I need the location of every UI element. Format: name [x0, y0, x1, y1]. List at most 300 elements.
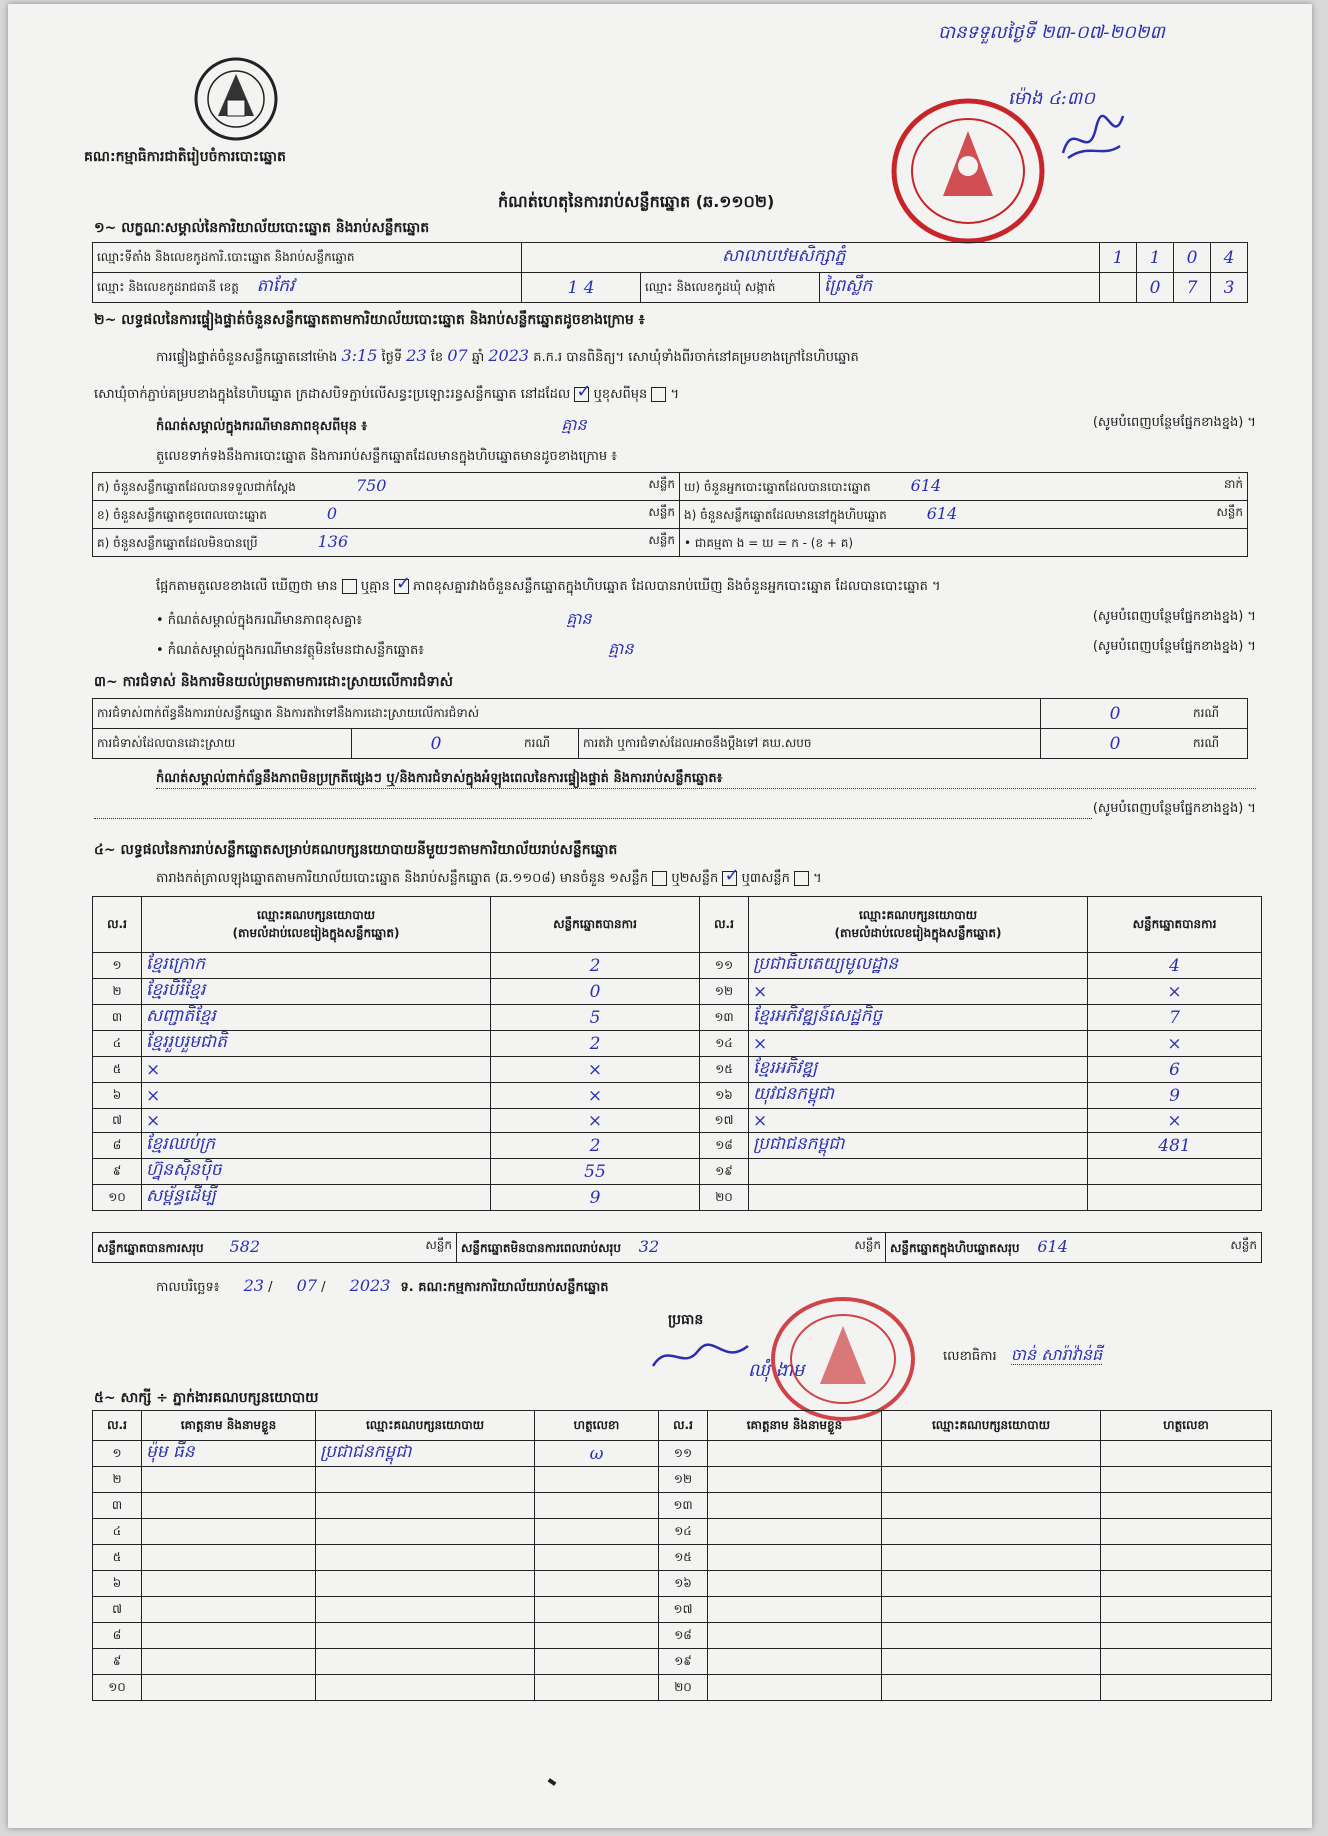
figure-left-unit: សន្លឹក: [648, 533, 675, 547]
party-votes: 2: [491, 1031, 700, 1057]
party-name: សញ្ជាតិខ្មែរ: [142, 1005, 491, 1031]
witness-name: [708, 1623, 882, 1649]
red-official-stamp: [888, 96, 1048, 246]
witness-name: [142, 1675, 316, 1701]
committee-title: ទ. គណ:កម្មការការិយាល័យរាប់សន្លឹកឆ្នោត: [400, 1280, 609, 1295]
witness-number: ១០: [93, 1675, 142, 1701]
chair-signature: [648, 1336, 758, 1376]
foreign-object-bullet: [156, 638, 1256, 662]
witness-party: [882, 1597, 1101, 1623]
party-number: ១៨: [700, 1133, 749, 1159]
witness-signature: [1101, 1493, 1272, 1519]
invalid-total-cell: [457, 1233, 886, 1263]
witness-row: [93, 1623, 1272, 1649]
witness-signature: [1101, 1649, 1272, 1675]
witness-number: ១៧: [659, 1597, 708, 1623]
resolved-label: ការជំទាស់ដែលបានដោះស្រាយ: [93, 729, 352, 759]
figure-left-label: ក) ចំនួនសន្លឹកឆ្នោតដែលបានទទួលជាក់ស្តែង: [97, 480, 296, 494]
witness-number: ១៨: [659, 1623, 708, 1649]
figure-right-label: • ជាគម្មតា ង = ឃ = ក - (ខ + គ): [684, 536, 854, 550]
witness-number: ១៩: [659, 1649, 708, 1675]
objections-table: [92, 698, 1248, 759]
figure-left-cell: [93, 473, 680, 501]
party-votes: 9: [491, 1185, 700, 1211]
two-sheet-checkbox[interactable]: ✓: [724, 865, 740, 886]
difference-bullet-label: • កំណត់សម្គាល់ក្នុងករណីមានភាពខុសគ្នា៖: [156, 613, 363, 628]
party-vote-row: [93, 1083, 1262, 1109]
resolved-value: 0: [352, 729, 521, 759]
witness-name: ម៉ុម ធីន: [142, 1441, 316, 1467]
party-votes: ×: [1088, 1031, 1262, 1057]
irregularity-note-line2: [94, 800, 1256, 819]
witness-signature: [1101, 1675, 1272, 1701]
party-number: ៩: [93, 1159, 142, 1185]
party-name: យុវជនកម្ពុជា: [749, 1083, 1088, 1109]
witness-signature: [1101, 1545, 1272, 1571]
witness-row: [93, 1649, 1272, 1675]
witness-number: ១៣: [659, 1493, 708, 1519]
witness-number: ៩: [93, 1649, 142, 1675]
appeal-value: 0: [1041, 729, 1190, 759]
one-sheet-checkbox[interactable]: [652, 871, 667, 886]
figure-left-value: 750: [355, 476, 387, 495]
witness-table: [92, 1410, 1272, 1701]
witness-party: [882, 1675, 1101, 1701]
witness-signature: [1101, 1597, 1272, 1623]
witness-number: ១: [93, 1441, 142, 1467]
party-number: ២០: [700, 1185, 749, 1211]
party-votes: 5: [491, 1005, 700, 1031]
irregularity-note-line: [156, 770, 1256, 789]
commune-code-digit: 7: [1174, 273, 1211, 303]
figure-left-cell: [93, 529, 680, 557]
figures-row: [93, 501, 1248, 529]
figure-left-value: 136: [317, 532, 349, 551]
verification-month: 07: [447, 346, 468, 365]
party-name: ខ្មែរឈប់ក្រ: [142, 1133, 491, 1159]
figure-right-cell: [680, 529, 1248, 557]
valid-total-unit: សន្លឹក: [425, 1238, 452, 1252]
figure-right-value: 614: [926, 504, 958, 523]
figure-right-label: ង) ចំនួនសន្លឹកឆ្នោតដែលមាននៅក្នុងហិបឆ្នោត: [684, 508, 887, 522]
polling-station-name: សាលាបឋមសិក្សាភ្នំ: [522, 243, 1100, 273]
party-number: ៧: [93, 1109, 142, 1133]
witness-signature: [1101, 1623, 1272, 1649]
party-votes: ×: [491, 1109, 700, 1133]
party-name: ×: [142, 1083, 491, 1109]
witness-signature: ω: [535, 1441, 659, 1467]
party-name: ខ្មែរបិរំខ្មែរ: [142, 979, 491, 1005]
section5-heading: ៥~ សាក្សី ÷ ភ្នាក់ងារគណបក្សនយោបាយ: [94, 1390, 319, 1406]
party-number: ១៥: [700, 1057, 749, 1083]
seal-status-line: សោឃុំចាក់ភ្ជាប់គម្របខាងក្នុងនៃហិបឆ្នោត ក្រដាសបិទភ្ជាប់លើសន្ធះប្រឡោះរន្ធសន្លឹកឆ្នោត នៅដដែល ✓ ឬខុសពីមុន ។: [94, 381, 680, 402]
date-month: 07: [296, 1276, 317, 1295]
figure-right-label: ឃ) ចំនួនអ្នកបោះឆ្នោតដែលបានបោះឆ្នោត: [684, 480, 871, 494]
witness-party: [316, 1649, 535, 1675]
section2-heading: ២~ លទ្ធផលនៃការផ្ទៀងផ្ទាត់ចំនួនសន្លឹកឆ្នោតតាមការិយាល័យបោះឆ្នោត និងរាប់សន្លឹកឆ្នោតដូចខាងក្រោម ៖: [94, 312, 645, 328]
polling-station-label: ឈ្មោះទីតាំង និងលេខកូដការិ.បោះឆ្នោត និងរាប់សន្លឹកឆ្នោត: [93, 243, 522, 273]
appeal-unit: ករណី: [1189, 729, 1248, 759]
date-year: 2023: [349, 1276, 391, 1295]
province-label: ឈ្មោះ និងលេខកូដរាជធានី ខេត្ត: [97, 280, 239, 294]
party-vote-row: [93, 1031, 1262, 1057]
party-number: ១១: [700, 953, 749, 979]
secretary-name: ចាន់ សារ៉ាវ៉ាន់ធី: [1010, 1345, 1103, 1364]
verification-year: 2023: [488, 346, 530, 365]
party-votes: 7: [1088, 1005, 1262, 1031]
difference-note-value: គ្មាន: [561, 415, 587, 434]
witness-name: [708, 1493, 882, 1519]
verification-time: 3:15: [341, 346, 378, 365]
witness-name: [708, 1545, 882, 1571]
party-number: ៥: [93, 1057, 142, 1083]
witness-number: ៣: [93, 1493, 142, 1519]
col-party-left-sub: (តាមលំដាប់លេខរៀងក្នុងសន្លឹកឆ្នោត): [232, 925, 400, 940]
witness-party: [316, 1493, 535, 1519]
party-votes: ×: [1088, 1109, 1262, 1133]
verification-text-e: គ.ក.រ បានពិនិត្យ។ សោឃុំទាំងពីរចាក់នៅគម្របខាងក្រៅនៃហិបឆ្នោត: [533, 350, 859, 365]
date-label: កាលបរិច្ឆេទ៖: [156, 1280, 220, 1295]
figure-right-cell: [680, 501, 1248, 529]
party-number: ១៦: [700, 1083, 749, 1109]
has-difference-checkbox[interactable]: [342, 579, 357, 594]
witness-signature: [535, 1597, 659, 1623]
witness-row: [93, 1597, 1272, 1623]
party-name: ×: [142, 1109, 491, 1133]
party-votes: ×: [491, 1083, 700, 1109]
resolved-unit: ករណី: [520, 729, 579, 759]
witness-party: [882, 1467, 1101, 1493]
party-name: ប្រជាធិបតេយ្យមូលដ្ឋាន: [749, 953, 1088, 979]
witness-name: [142, 1467, 316, 1493]
org-name: គណ:កម្មាធិការជាតិរៀបចំការបោះឆ្នោត: [84, 149, 286, 165]
foreign-object-label: • កំណត់សម្គាល់ក្នុងករណីមានវត្ថុមិនមែនជាសន្លឹកឆ្នោត៖: [156, 643, 424, 658]
date-day: 23: [243, 1276, 264, 1295]
station-code-digit: 0: [1174, 243, 1211, 273]
party-vote-row: [93, 1185, 1262, 1211]
tally-sheet-intro: តារាងកត់ត្រាលឡុងឆ្នោតតាមការិយាល័យបោះឆ្នោត និងរាប់សន្លឹកឆ្នោត (ឆ.១១០៨) មានចំនួន ១សន្លឹក: [156, 871, 649, 886]
figure-right-value: 614: [910, 476, 942, 495]
date-line: កាលបរិច្ឆេទ៖ 23 / 07 / 2023 ទ. គណ:កម្មការការិយាល័យរាប់សន្លឹកឆ្នោត: [156, 1276, 609, 1295]
witness-signature: [1101, 1571, 1272, 1597]
party-number: ៨: [93, 1133, 142, 1159]
witness-name: [708, 1649, 882, 1675]
witness-party: [882, 1545, 1101, 1571]
witness-party: [316, 1623, 535, 1649]
witness-name: [142, 1649, 316, 1675]
party-name: ×: [749, 979, 1088, 1005]
witness-signature: [1101, 1519, 1272, 1545]
commune-code-digit: 3: [1211, 273, 1248, 303]
witness-name: [142, 1519, 316, 1545]
witness-number: ៨: [93, 1623, 142, 1649]
party-name: ហ្វ៊ុនស៊ិនប៉ិច: [142, 1159, 491, 1185]
verification-line: [156, 346, 1256, 368]
figure-left-cell: [93, 501, 680, 529]
valid-total-cell: [93, 1233, 457, 1263]
objection-total-value: 0: [1041, 699, 1190, 729]
party-votes: 2: [491, 953, 700, 979]
witness-number: ៤: [93, 1519, 142, 1545]
party-number: ១: [93, 953, 142, 979]
ballot-figures-table: [92, 472, 1248, 557]
witness-col-sign-left: ហត្ថលេខា: [535, 1411, 659, 1441]
witness-name: [142, 1571, 316, 1597]
party-vote-row: [93, 979, 1262, 1005]
comparison-text-b: ឬគ្មាន: [360, 579, 390, 594]
witness-name: [708, 1675, 882, 1701]
witness-row: [93, 1493, 1272, 1519]
station-code-digit: 4: [1211, 243, 1248, 273]
totals-row: [92, 1232, 1262, 1263]
received-date-note: បានទទួលថ្ងៃទី ២៣-០៧-២០២៣: [938, 22, 1165, 43]
witness-number: ៦: [93, 1571, 142, 1597]
received-time-note: ម៉ោង ៤:៣០: [1008, 88, 1095, 109]
witness-row: [93, 1519, 1272, 1545]
witness-signature: [535, 1519, 659, 1545]
party-votes: [1088, 1159, 1262, 1185]
witness-party: [882, 1571, 1101, 1597]
party-number: ៣: [93, 1005, 142, 1031]
changed-label: ឬខុសពីមុន: [593, 387, 648, 402]
party-vote-row: [93, 1109, 1262, 1133]
party-votes: 4: [1088, 953, 1262, 979]
witness-signature: [1101, 1441, 1272, 1467]
section3-heading: ៣~ ការជំទាស់ និងការមិនយល់ព្រមតាមការដោះស្រាយលើការជំទាស់: [94, 674, 453, 690]
witness-signature: [535, 1545, 659, 1571]
figure-right-unit: នាក់: [1223, 477, 1243, 491]
col-party-right: [749, 897, 1088, 953]
witness-col-party-right: ឈ្មោះគណបក្សនយោបាយ: [882, 1411, 1101, 1441]
party-number: ១៣: [700, 1005, 749, 1031]
province-label-cell: [93, 273, 522, 303]
figure-right-unit: សន្លឹក: [1216, 505, 1243, 519]
verification-text-b: ថ្ងៃទី: [381, 350, 403, 365]
station-code-digit: 1: [1100, 243, 1137, 273]
col-party-right-sub: (តាមលំដាប់លេខរៀងក្នុងសន្លឹកឆ្នោត): [834, 925, 1002, 940]
unchanged-checkbox[interactable]: ✓: [576, 381, 592, 402]
witness-col-sign-right: ហត្ថលេខា: [1101, 1411, 1272, 1441]
witness-col-name-left: គោត្តនាម និងនាមខ្លួន: [142, 1411, 316, 1441]
party-votes: 55: [491, 1159, 700, 1185]
party-votes: ×: [1088, 979, 1262, 1005]
witness-number: ២: [93, 1467, 142, 1493]
party-number: ៦: [93, 1083, 142, 1109]
col-party-right-title: ឈ្មោះគណបក្សនយោបាយ: [858, 907, 978, 922]
figures-intro: តួលេខទាក់ទងនឹងការបោះឆ្នោត និងការរាប់សន្លឹកឆ្នោតដែលមានក្នុងហិបឆ្នោតមានដូចខាងក្រោម ៖: [156, 449, 617, 464]
witness-party: [316, 1519, 535, 1545]
secretary-line: [943, 1344, 1102, 1368]
box-total-value: 614: [1037, 1237, 1068, 1256]
party-name: ×: [142, 1057, 491, 1083]
witness-signature: [535, 1649, 659, 1675]
comparison-line: [156, 573, 941, 597]
commune-label: ឈ្មោះ និងលេខកូដឃុំ សង្កាត់: [641, 273, 820, 303]
difference-bullet: [156, 608, 1256, 632]
witness-party: [316, 1571, 535, 1597]
party-name: ×: [749, 1031, 1088, 1057]
figure-left-unit: សន្លឹក: [648, 477, 675, 491]
witness-number: ៥: [93, 1545, 142, 1571]
invalid-total-unit: សន្លឹក: [854, 1238, 881, 1252]
province-name: តាកែវ: [256, 276, 295, 296]
party-votes: 6: [1088, 1057, 1262, 1083]
witness-signature: [535, 1623, 659, 1649]
figure-left-label: ខ) ចំនួនសន្លឹកឆ្នោតខូចពេលបោះឆ្នោត: [97, 508, 267, 522]
party-name: [749, 1185, 1088, 1211]
figure-left-unit: សន្លឹក: [648, 505, 675, 519]
section4-heading: ៤~ លទ្ធផលនៃការរាប់សន្លឹកឆ្នោតសម្រាប់គណបក្សនយោបាយនីមួយៗតាមការិយាល័យរាប់សន្លឹកឆ្នោត: [94, 842, 618, 858]
party-number: ១៤: [700, 1031, 749, 1057]
witness-name: [142, 1623, 316, 1649]
objection-total-label: ការជំទាស់ពាក់ព័ន្ធនឹងការរាប់សន្លឹកឆ្នោត និងការតវ៉ាទៅនឹងការដោះស្រាយលើការជំទាស់: [93, 699, 1041, 729]
col-party-left: [142, 897, 491, 953]
witness-col-no-left: ល.រ: [93, 1411, 142, 1441]
witness-signature: [535, 1675, 659, 1701]
difference-bullet-value: គ្មាន: [566, 609, 592, 628]
witness-party: [882, 1649, 1101, 1675]
witness-name: [142, 1493, 316, 1519]
witness-party: [882, 1519, 1101, 1545]
party-votes: 2: [491, 1133, 700, 1159]
party-number: ៤: [93, 1031, 142, 1057]
witness-row: [93, 1571, 1272, 1597]
witness-party: [882, 1441, 1101, 1467]
party-number: ១០: [93, 1185, 142, 1211]
document-sheet: [8, 4, 1312, 1828]
witness-number: ១៦: [659, 1571, 708, 1597]
figure-right-cell: [680, 473, 1248, 501]
irregularity-note-label: កំណត់សម្គាល់ពាក់ព័ន្ធនឹងភាពមិនប្រក្រតីផ្សេងៗ ឬ/និងការជំទាស់ក្នុងអំឡុងពេលនៃការផ្ទៀងផ្ទាត់ និងការរាប់សន្លឹកឆ្នោត៖: [156, 771, 723, 786]
witness-row: [93, 1675, 1272, 1701]
province-code: 1 4: [522, 273, 641, 303]
verification-text-c: ខែ: [430, 350, 444, 365]
comparison-text-c: ភាពខុសគ្នារវាងចំនួនសន្លឹកឆ្នោតក្នុងហិបឆ្នោត ដែលបានរាប់ឃើញ និងចំនួនអ្នកបោះឆ្នោត ដែលបានបោះឆ្នោត ។: [413, 579, 941, 594]
witness-name: [708, 1441, 882, 1467]
chair-name: ឈុំ ងាម: [748, 1360, 805, 1381]
commune-code-digit: 0: [1137, 273, 1174, 303]
three-sheet-label: ឬ៣សន្លឹក: [741, 871, 790, 886]
witness-number: ១៤: [659, 1519, 708, 1545]
witness-number: ១៥: [659, 1545, 708, 1571]
witness-party: [316, 1545, 535, 1571]
committee-red-stamp: [768, 1294, 918, 1424]
tally-sheet-count-line: តារាងកត់ត្រាលឡុងឆ្នោតតាមការិយាល័យបោះឆ្នោត និងរាប់សន្លឹកឆ្នោត (ឆ.១១០៨) មានចំនួន ១សន្លឹក ឬ២សន្លឹក ✓ ឬ៣សន្លឹក ។: [156, 865, 822, 886]
comparison-text-a: ផ្អែកតាមតួលេខខាងលើ ឃើញថា មាន: [156, 579, 338, 594]
box-total-cell: [886, 1233, 1262, 1263]
difference-note-suffix: (សូមបំពេញបន្ថែមផ្នែកខាងខ្នង) ។: [1092, 415, 1256, 430]
figures-row: [93, 473, 1248, 501]
party-number: ២: [93, 979, 142, 1005]
election-commission-emblem: [193, 56, 279, 142]
invalid-total-value: 32: [638, 1237, 660, 1256]
section1-table: [92, 242, 1248, 303]
col-no-left: ល.រ: [93, 897, 142, 953]
witness-party: [882, 1623, 1101, 1649]
foreign-object-suffix: (សូមបំពេញបន្ថែមផ្នែកខាងខ្នង) ។: [1092, 639, 1256, 654]
party-votes: 0: [491, 979, 700, 1005]
three-sheet-checkbox[interactable]: [794, 871, 809, 886]
col-votes-left: សន្លឹកឆ្នោតបានការ: [491, 897, 700, 953]
party-vote-row: [93, 1133, 1262, 1159]
witness-party: [316, 1597, 535, 1623]
station-code-digit: 1: [1137, 243, 1174, 273]
witness-row: [93, 1441, 1272, 1467]
col-party-left-title: ឈ្មោះគណបក្សនយោបាយ: [256, 907, 376, 922]
witness-name: [142, 1597, 316, 1623]
col-votes-right: សន្លឹកឆ្នោតបានការ: [1088, 897, 1262, 953]
foreign-object-value: គ្មាន: [608, 639, 634, 658]
verification-text-d: ឆ្នាំ: [471, 350, 485, 365]
party-votes: [1088, 1185, 1262, 1211]
witness-number: ១១: [659, 1441, 708, 1467]
party-name: ខ្មែររួបរួមជាតិ: [142, 1031, 491, 1057]
witness-signature: [535, 1571, 659, 1597]
secretary-label: លេខាធិការ: [943, 1349, 997, 1364]
witness-col-party-left: ឈ្មោះគណបក្សនយោបាយ: [316, 1411, 535, 1441]
party-name: សម្ព័ន្ធដើម្បី: [142, 1185, 491, 1211]
witness-signature: [535, 1467, 659, 1493]
witness-name: [142, 1545, 316, 1571]
party-vote-row: [93, 1005, 1262, 1031]
witness-signature: [1101, 1467, 1272, 1493]
witness-row: [93, 1545, 1272, 1571]
witness-name: [708, 1597, 882, 1623]
changed-checkbox[interactable]: [651, 387, 666, 402]
witness-party: [882, 1493, 1101, 1519]
party-votes: ×: [491, 1057, 700, 1083]
appeal-label: ការតវ៉ា ឬការជំទាស់ដែលអាចនឹងប្តឹងទៅ គឃ.សបច: [579, 729, 1041, 759]
difference-note-label: កំណត់សម្គាល់ក្នុងករណីមានភាពខុសពីមុន ៖: [156, 419, 368, 434]
invalid-total-label: សន្លឹកឆ្នោតមិនបានការពេលរាប់សរុប: [461, 1241, 621, 1255]
valid-total-label: សន្លឹកឆ្នោតបានការសរុប: [97, 1241, 204, 1255]
section1-heading: ១~ លក្ខណៈសម្គាល់នៃការិយាល័យបោះឆ្នោត និងរាប់សន្លឹកឆ្នោត: [94, 220, 430, 236]
col-no-right: ល.រ: [700, 897, 749, 953]
witness-number: ២០: [659, 1675, 708, 1701]
figure-left-value: 0: [326, 504, 338, 523]
commune-name: ព្រៃស្លឹក: [820, 273, 1100, 303]
chair-label: ប្រធាន: [668, 1312, 704, 1328]
witness-party: ប្រជាជនកម្ពុជា: [316, 1441, 535, 1467]
witness-signature: [535, 1493, 659, 1519]
party-votes: 481: [1088, 1133, 1262, 1159]
party-name: ប្រជាជនកម្ពុជា: [749, 1133, 1088, 1159]
difference-bullet-suffix: (សូមបំពេញបន្ថែមផ្នែកខាងខ្នង) ។: [1092, 609, 1256, 624]
witness-name: [708, 1467, 882, 1493]
party-name: ខ្មែរអភិវឌ្ឍ: [749, 1057, 1088, 1083]
party-vote-row: [93, 953, 1262, 979]
party-votes-table: [92, 896, 1262, 1211]
difference-note-line: [156, 414, 1256, 438]
two-sheet-label: ឬ២សន្លឹក: [671, 871, 719, 886]
party-number: ១៧: [700, 1109, 749, 1133]
party-vote-row: [93, 1159, 1262, 1185]
witness-col-name-right: គោត្តនាម និងនាមខ្លួន: [708, 1411, 882, 1441]
party-name: ×: [749, 1109, 1088, 1133]
paper-speck: [548, 1778, 557, 1786]
party-name: ខ្មែរក្រោក: [142, 953, 491, 979]
irregularity-note-suffix: (សូមបំពេញបន្ថែមផ្នែកខាងខ្នង) ។: [1093, 800, 1256, 819]
witness-party: [316, 1675, 535, 1701]
witness-party: [316, 1467, 535, 1493]
witness-row: [93, 1467, 1272, 1493]
witness-number: ៧: [93, 1597, 142, 1623]
verification-text-a: ការផ្ទៀងផ្ទាត់ចំនួនសន្លឹកឆ្នោតនៅម៉ោង: [156, 350, 338, 365]
signature-scribble: [1058, 108, 1128, 168]
witness-name: [708, 1519, 882, 1545]
party-vote-row: [93, 1057, 1262, 1083]
no-difference-checkbox[interactable]: ✓: [395, 573, 411, 594]
